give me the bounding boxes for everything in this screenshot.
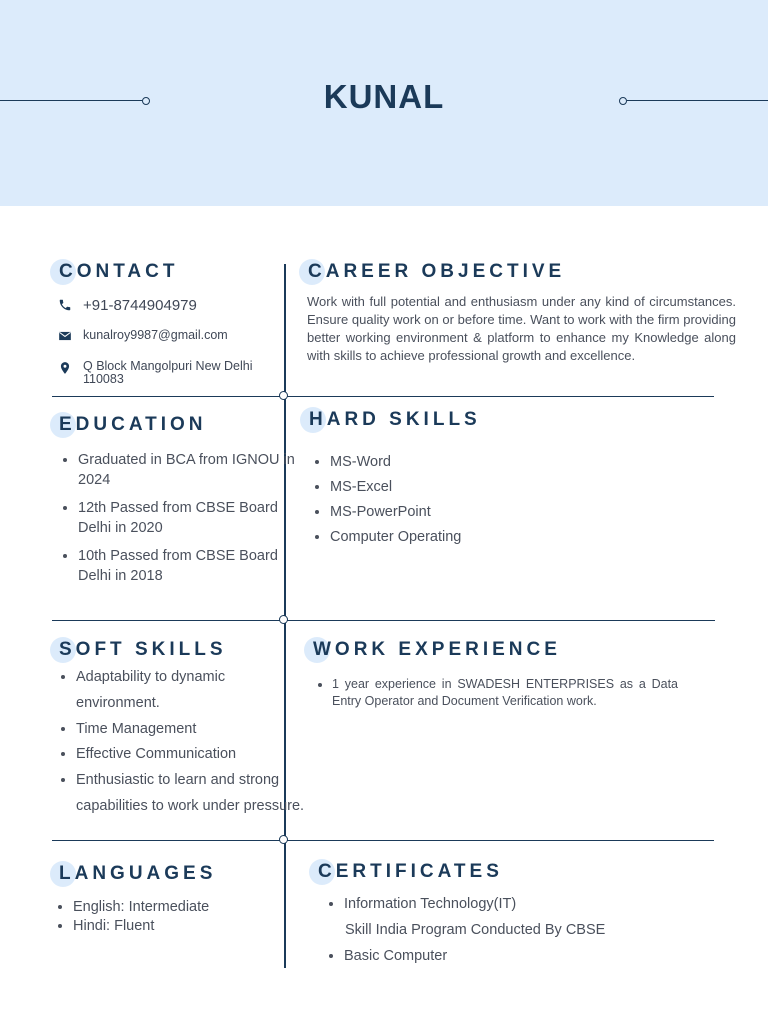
career-objective-heading: CAREER OBJECTIVE [308, 261, 565, 283]
divider-node-1 [279, 391, 288, 400]
career-objective-text: Work with full potential and enthusiasm under any kind of circumstances. Ensure quality work on or before time. Want to work with the firm providing better working environment & platform to enhance my Knowledge along with skills to achieve professional growth and excellence. [307, 294, 736, 363]
contact-email[interactable]: kunalroy9987@gmail.com [83, 328, 228, 342]
languages-heading: LANGUAGES [59, 863, 216, 885]
work-experience-list [312, 676, 678, 710]
certificate-detail: Skill India Program Conducted By CBSE [345, 921, 606, 938]
work-experience-heading: WORK EXPERIENCE [313, 639, 561, 661]
education-list [58, 450, 300, 594]
contact-email-row [58, 328, 228, 343]
list-item: • English: Intermediate [73, 898, 293, 917]
contact-phone-row [58, 297, 197, 314]
list-item: • 1 year experience in SWADESH ENTERPRISES as a Data Entry Operator and Document Verification work. [332, 676, 678, 710]
resume-name: KUNAL [323, 78, 445, 115]
hard-skills-heading: HARD SKILLS [309, 409, 481, 431]
list-item: • MS-Excel [330, 475, 530, 500]
list-item [344, 892, 664, 944]
location-pin-icon [58, 361, 72, 375]
mail-icon [58, 329, 72, 343]
header-right-dot [619, 97, 627, 105]
contact-heading: CONTACT [59, 261, 178, 283]
list-item [344, 944, 664, 970]
list-item: • MS-Word [330, 450, 530, 475]
soft-skills-heading: SOFT SKILLS [59, 639, 227, 661]
certificate-title: • Basic Computer [344, 947, 448, 964]
contact-address-row [58, 360, 268, 386]
contact-phone[interactable]: +91-8744904979 [83, 297, 197, 314]
list-item: • Enthusiastic to learn and strong capabilities to work under pressure. [76, 768, 312, 820]
list-item: • Effective Communication [76, 742, 312, 768]
certificate-title: • Information Technology(IT) [344, 896, 517, 912]
education-heading: EDUCATION [59, 414, 207, 436]
row-divider-1 [52, 396, 714, 397]
row-divider-2 [52, 620, 715, 621]
list-item: • Computer Operating [330, 525, 530, 550]
list-item: • Adaptability to dynamic environment. [76, 665, 312, 717]
list-item: • Graduated in BCA from IGNOU in 2024 [78, 450, 300, 490]
list-item: • Hindi: Fluent [73, 917, 293, 936]
contact-address: Q Block Mangolpuri New Delhi 110083 [83, 359, 253, 386]
list-item: • MS-PowerPoint [330, 500, 530, 525]
list-item: • 12th Passed from CBSE Board Delhi in 2020 [78, 498, 300, 538]
certificates-heading: CERTIFICATES [318, 861, 503, 883]
divider-node-3 [279, 835, 288, 844]
list-item: • Time Management [76, 717, 312, 743]
hard-skills-list [310, 450, 530, 550]
list-item: • 10th Passed from CBSE Board Delhi in 2018 [78, 546, 300, 586]
certificates-list [324, 892, 664, 969]
languages-list [53, 898, 293, 936]
header-right-line [627, 100, 768, 101]
divider-node-2 [279, 615, 288, 624]
row-divider-3 [52, 840, 714, 841]
soft-skills-list [56, 665, 312, 820]
phone-icon [58, 298, 72, 312]
